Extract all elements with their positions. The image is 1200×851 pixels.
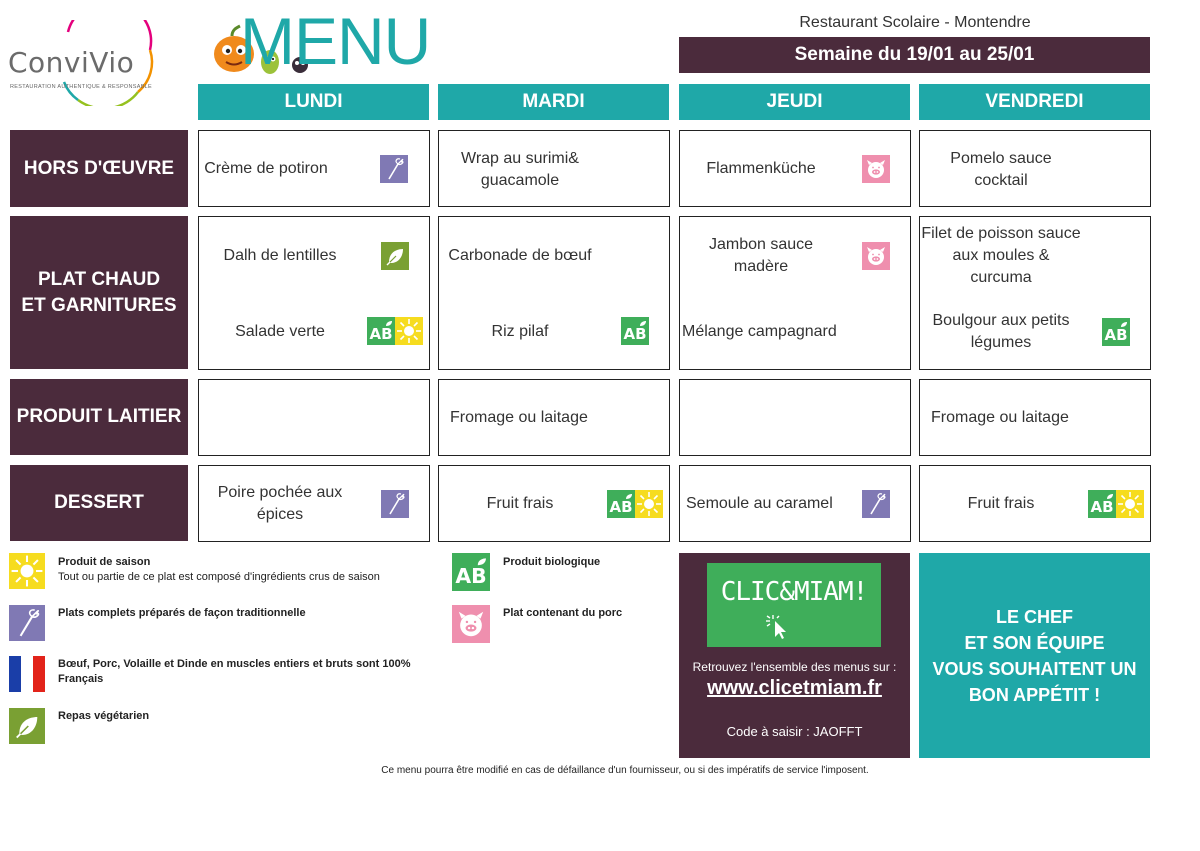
clicetmiam-logo-text: CLIC&MIAM! xyxy=(720,577,868,607)
sun-icon xyxy=(1116,490,1144,518)
menu-title: MENU xyxy=(240,4,431,78)
legend-porc: Plat contenant du porc xyxy=(503,607,623,619)
cell-vendredi-plat xyxy=(919,216,1151,370)
dish-name-line1: Filet de poisson sauce xyxy=(921,225,1081,242)
convivio-logo xyxy=(8,18,158,113)
ab-bio-icon xyxy=(607,490,635,518)
sun-icon xyxy=(395,317,423,345)
ab-bio-icon xyxy=(1102,318,1130,346)
cell-vendredi-laitier xyxy=(919,379,1151,456)
cell-mardi-dessert xyxy=(438,465,670,542)
chef-line1: LE CHEF xyxy=(995,606,1073,627)
clicetmiam-prompt: Retrouvez l'ensemble des menus sur : xyxy=(692,660,897,674)
legend-saison xyxy=(58,555,380,585)
category-dessert: DESSERT xyxy=(10,465,188,541)
dish-name: Crème de potiron xyxy=(204,160,328,177)
chef-line4: BON APPÉTIT ! xyxy=(968,684,1101,705)
cell-lundi-laitier xyxy=(198,379,430,456)
whisk-icon xyxy=(381,490,409,518)
cell-vendredi-dessert xyxy=(919,465,1151,542)
dish-name-line1: Pomelo sauce xyxy=(950,150,1052,167)
sun-icon xyxy=(9,553,45,589)
dish-name-line2: madère xyxy=(733,258,789,275)
dish-name-line1: Boulgour aux petits xyxy=(932,312,1070,329)
chef-line3: VOUS SOUHAITENT UN xyxy=(932,658,1137,679)
dish-name: Semoule au caramel xyxy=(686,495,833,512)
dish-name: Dalh de lentilles xyxy=(223,247,337,264)
day-header-jeudi: JEUDI xyxy=(679,84,910,120)
day-header-mardi: MARDI xyxy=(438,84,669,120)
cell-jeudi-hors-doeuvre xyxy=(679,130,911,207)
cell-mardi-plat xyxy=(438,216,670,370)
day-header-vendredi: VENDREDI xyxy=(919,84,1150,120)
ab-bio-icon xyxy=(367,317,395,345)
ab-bio-icon xyxy=(452,553,490,591)
dish-name: Fromage ou laitage xyxy=(450,409,588,426)
dish-name: Riz pilaf xyxy=(491,323,549,340)
pig-icon xyxy=(452,605,490,643)
sun-icon xyxy=(635,490,663,518)
category-plat-line1: PLAT CHAUD xyxy=(37,268,161,290)
cell-vendredi-hors-doeuvre xyxy=(919,130,1151,207)
restaurant-name: Restaurant Scolaire - Montendre xyxy=(799,14,1031,31)
cell-lundi-hors-doeuvre xyxy=(198,130,430,207)
brand-name: ConviVio xyxy=(8,46,135,79)
cell-lundi-plat xyxy=(198,216,430,370)
dish-name: Mélange campagnard xyxy=(682,323,837,340)
category-plat-chaud xyxy=(10,216,188,369)
dish-name-line2: cocktail xyxy=(974,172,1028,189)
legend-francais-line2: Français xyxy=(58,673,104,685)
footer-disclaimer: Ce menu pourra être modifié en cas de défaillance d'un fournisseur, ou si des impératifs de service l'imposent. xyxy=(381,765,869,776)
dish-name-line1: Wrap au surimi& xyxy=(461,150,579,167)
legend-saison-desc: Tout ou partie de ce plat est composé d'ingrédients crus de saison xyxy=(58,571,380,583)
legend-francais-line1: Bœuf, Porc, Volaille et Dinde en muscles entiers et bruts sont 100% xyxy=(58,658,411,670)
clicetmiam-panel xyxy=(679,553,910,758)
dish-name-line2: légumes xyxy=(970,334,1032,351)
legend-traditionnel: Plats complets préparés de façon traditionnelle xyxy=(58,607,306,619)
cursor-click-icon xyxy=(763,613,793,639)
leaf-icon xyxy=(381,242,409,270)
category-plat-line2: ET GARNITURES xyxy=(21,294,177,316)
clicetmiam-logo xyxy=(707,563,881,647)
whisk-icon xyxy=(862,490,890,518)
dish-name: Fruit frais xyxy=(967,495,1035,512)
dish-name: Salade verte xyxy=(235,323,325,340)
legend-vegetarien: Repas végétarien xyxy=(58,710,150,722)
category-hors-doeuvre: HORS D'ŒUVRE xyxy=(10,130,188,207)
whisk-icon xyxy=(380,155,408,183)
cell-lundi-dessert xyxy=(198,465,430,542)
cell-mardi-laitier xyxy=(438,379,670,456)
clicetmiam-code: Code à saisir : JAOFFT xyxy=(726,724,863,739)
legend-bio: Produit biologique xyxy=(503,556,601,568)
cell-jeudi-dessert xyxy=(679,465,911,542)
leaf-icon xyxy=(9,708,45,744)
french-flag-icon xyxy=(9,656,45,692)
category-produit-laitier: PRODUIT LAITIER xyxy=(10,379,188,455)
cell-jeudi-laitier xyxy=(679,379,911,456)
dish-name: Fromage ou laitage xyxy=(931,409,1069,426)
whisk-icon xyxy=(9,605,45,641)
chef-message xyxy=(919,553,1150,758)
cell-jeudi-plat xyxy=(679,216,911,370)
cell-mardi-hors-doeuvre xyxy=(438,130,670,207)
dish-name-line2: épices xyxy=(256,506,304,523)
pig-icon xyxy=(862,242,890,270)
ab-bio-icon xyxy=(621,317,649,345)
brand-tagline: RESTAURATION AUTHENTIQUE & RESPONSABLE xyxy=(10,84,152,90)
pig-icon xyxy=(862,155,890,183)
dish-name-line2: guacamole xyxy=(480,172,560,189)
dish-name: Flammenküche xyxy=(706,160,816,177)
dish-name-line1: Poire pochée aux xyxy=(217,484,343,501)
dish-name-line1: Jambon sauce xyxy=(708,236,814,253)
day-header-lundi: LUNDI xyxy=(198,84,429,120)
week-banner: Semaine du 19/01 au 25/01 xyxy=(679,37,1150,73)
dish-name: Carbonade de bœuf xyxy=(448,247,592,264)
chef-line2: ET SON ÉQUIPE xyxy=(964,632,1105,653)
ab-bio-icon xyxy=(1088,490,1116,518)
legend-francais xyxy=(58,657,411,687)
dish-name: Fruit frais xyxy=(486,495,554,512)
clicetmiam-url-link[interactable]: www.clicetmiam.fr xyxy=(707,677,882,699)
legend-saison-title: Produit de saison xyxy=(58,556,151,568)
dish-name-line2: aux moules & xyxy=(952,247,1050,264)
dish-name-line3: curcuma xyxy=(970,269,1032,286)
